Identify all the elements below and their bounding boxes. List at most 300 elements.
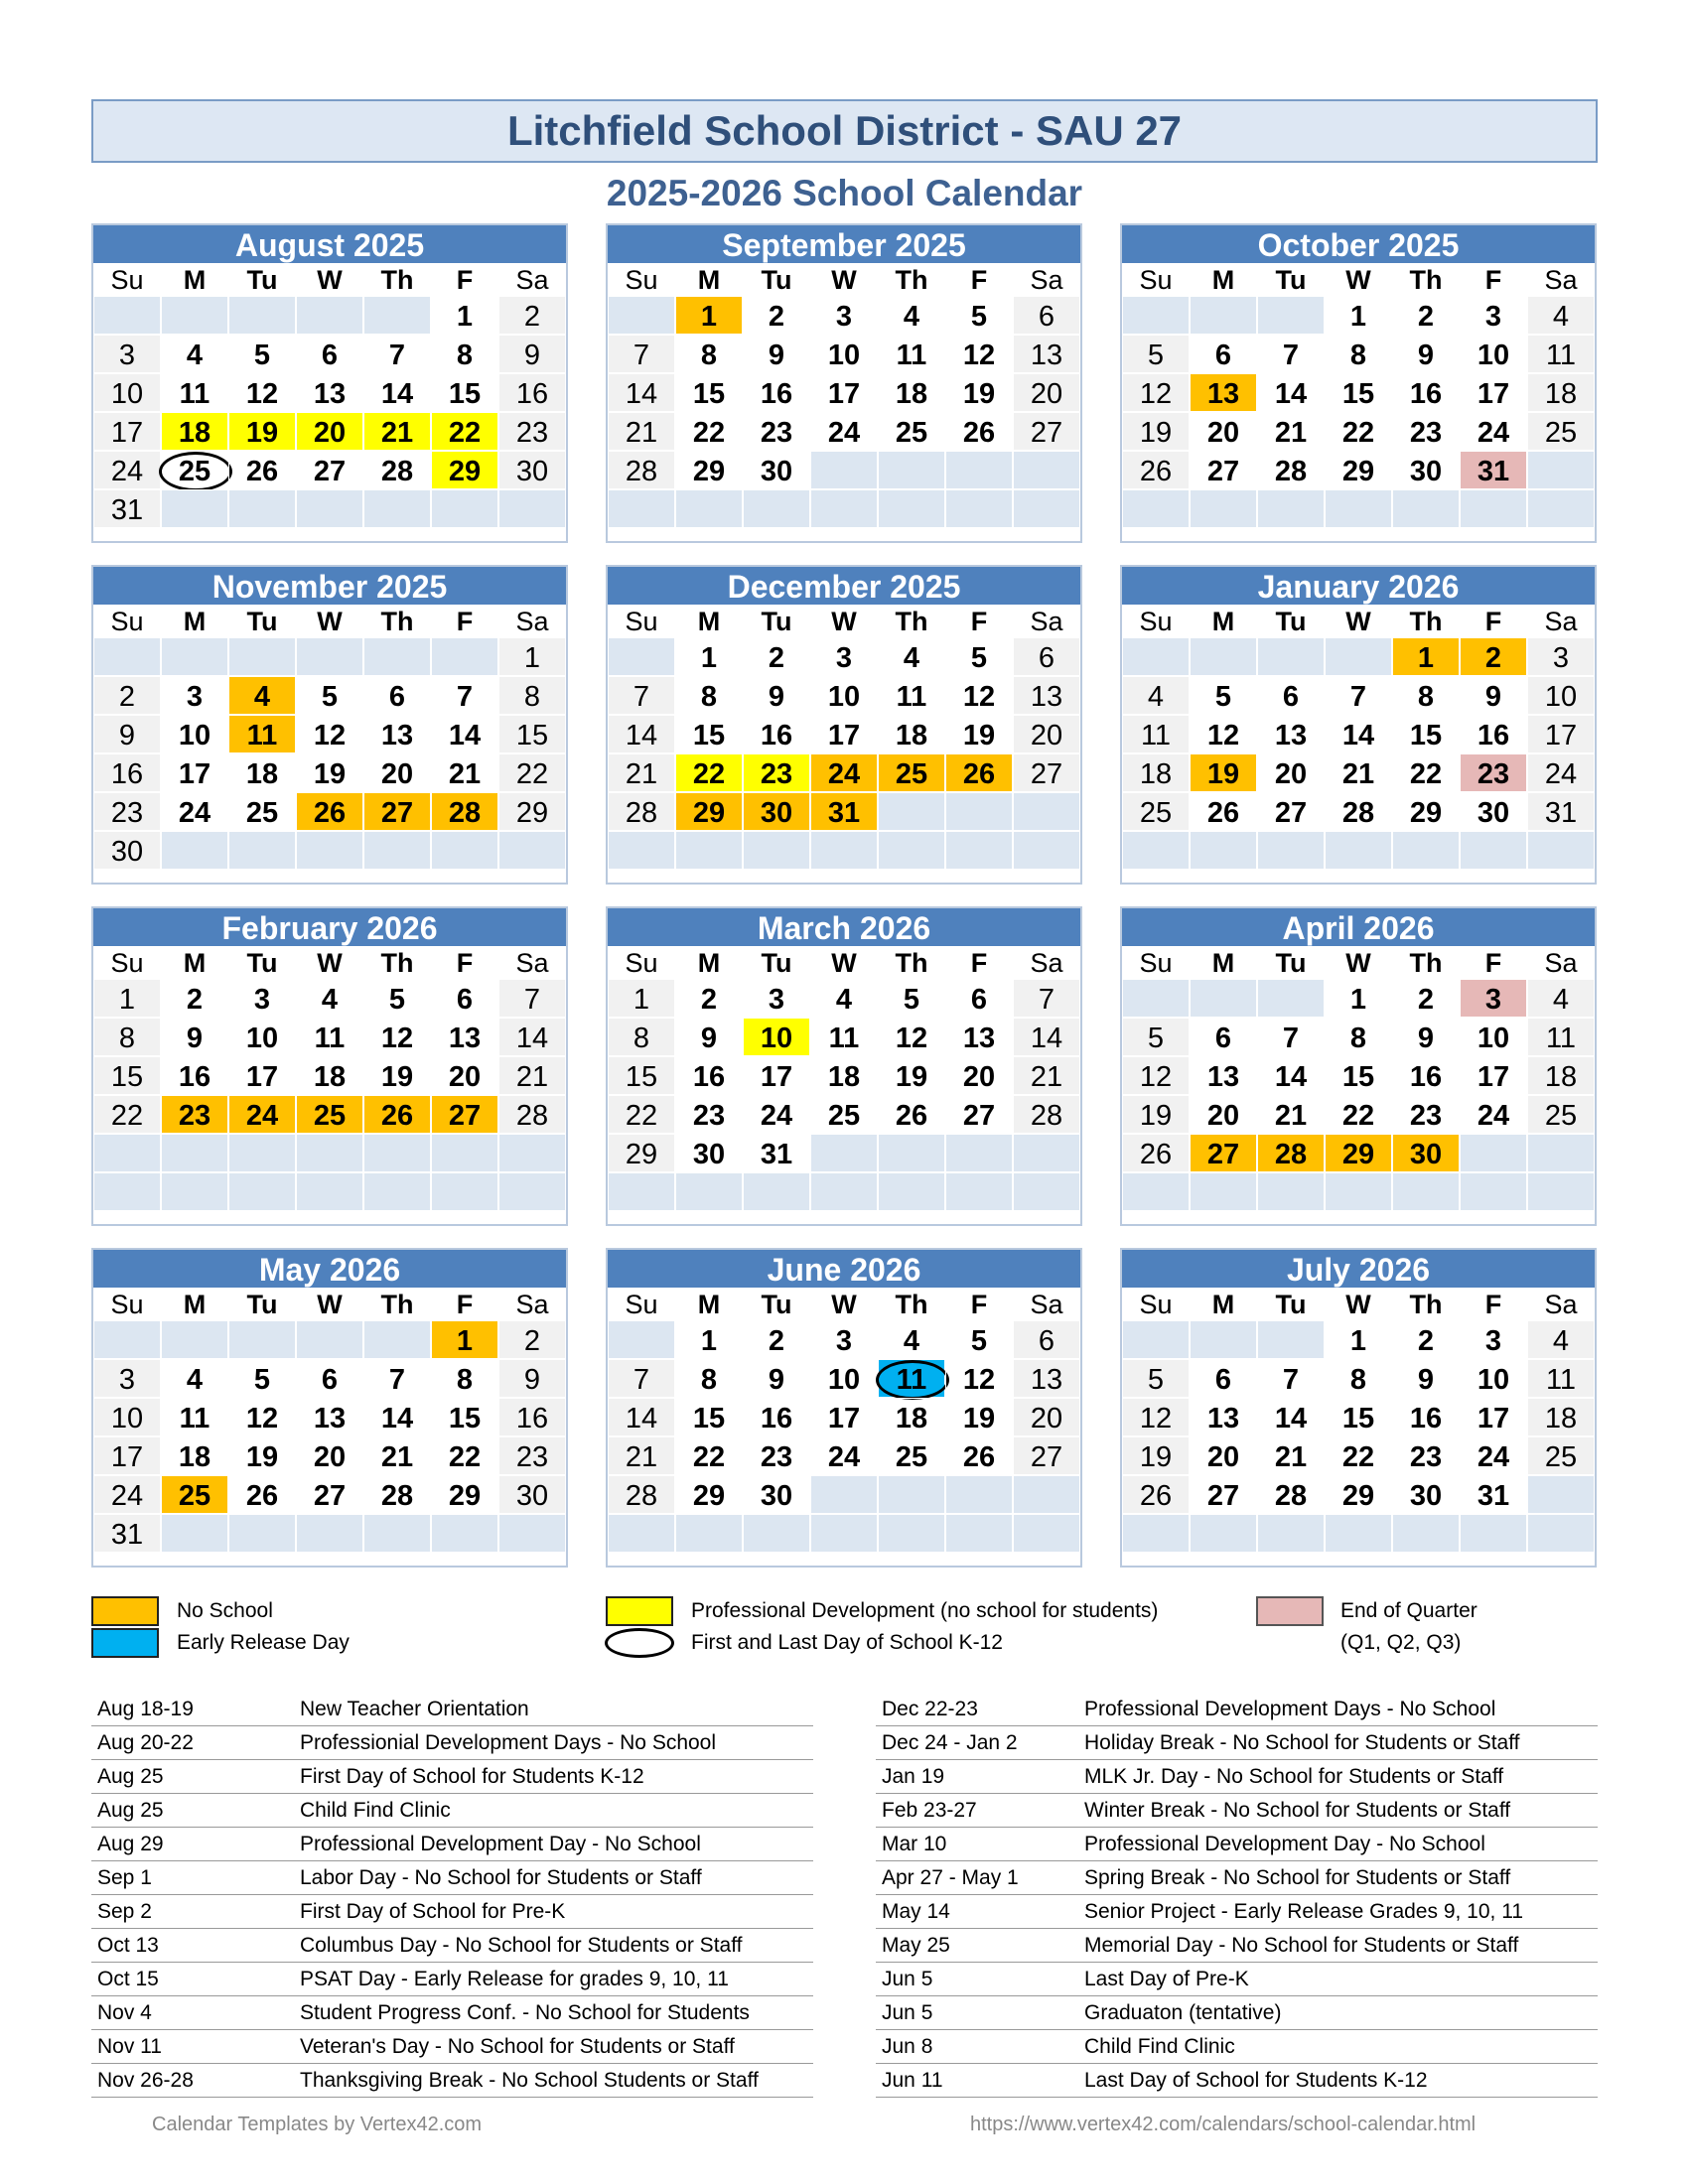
- day-cell: 3: [1460, 1320, 1527, 1359]
- day-header: Th: [363, 263, 431, 296]
- day-cell: 2: [161, 979, 228, 1018]
- day-cell: 18: [161, 1436, 228, 1475]
- day-cell: 23: [161, 1095, 228, 1134]
- day-cell: 2: [498, 296, 566, 335]
- day-cell: 10: [161, 715, 228, 753]
- empty-day-cell: [1460, 489, 1527, 528]
- event-row: [876, 1760, 1598, 1794]
- empty-day-cell: [743, 1172, 810, 1211]
- day-header: Sa: [498, 1288, 566, 1320]
- event-description: Memorial Day - No School for Students or Staff: [1084, 1934, 1519, 1957]
- day-cell: 10: [1460, 335, 1527, 373]
- event-date: Sep 1: [97, 1866, 152, 1889]
- day-cell: 15: [1325, 373, 1392, 412]
- day-cell: 23: [498, 1436, 566, 1475]
- day-cell: 1: [1325, 1320, 1392, 1359]
- month-title: November 2025: [93, 567, 566, 605]
- month-title: May 2026: [93, 1250, 566, 1288]
- day-cell: 21: [1325, 753, 1392, 792]
- day-cell: 18: [878, 373, 945, 412]
- empty-day-cell: [228, 1134, 296, 1172]
- day-cell: 13: [1190, 1056, 1257, 1095]
- empty-day-cell: [228, 831, 296, 870]
- month-title: October 2025: [1122, 225, 1595, 263]
- day-cell: 16: [93, 753, 161, 792]
- day-header: Tu: [1257, 946, 1325, 979]
- day-header: M: [1190, 263, 1257, 296]
- day-cell: 22: [431, 412, 498, 451]
- day-cell: 15: [675, 373, 743, 412]
- month-grid: [1122, 263, 1595, 528]
- day-cell: 30: [1460, 792, 1527, 831]
- month-grid: [608, 605, 1080, 870]
- day-header: Tu: [1257, 1288, 1325, 1320]
- empty-day-cell: [296, 296, 363, 335]
- day-cell: 12: [1122, 1056, 1190, 1095]
- day-cell: 27: [431, 1095, 498, 1134]
- empty-day-cell: [878, 451, 945, 489]
- day-cell: 17: [93, 412, 161, 451]
- day-cell: 9: [93, 715, 161, 753]
- event-row: [876, 1693, 1598, 1726]
- day-cell: 29: [1325, 451, 1392, 489]
- day-cell: 1: [431, 1320, 498, 1359]
- day-cell: 5: [945, 637, 1013, 676]
- empty-day-cell: [161, 831, 228, 870]
- day-cell: 20: [1257, 753, 1325, 792]
- day-cell: 25: [1122, 792, 1190, 831]
- day-cell: 25: [878, 1436, 945, 1475]
- day-cell: 21: [1257, 1095, 1325, 1134]
- month-grid: [93, 263, 566, 528]
- legend-first-last-oval: [605, 1628, 674, 1658]
- day-cell: 17: [810, 373, 878, 412]
- event-date: Oct 13: [97, 1934, 159, 1957]
- day-cell: 21: [608, 753, 675, 792]
- legend-end-quarter-note: (Q1, Q2, Q3): [1340, 1631, 1462, 1654]
- day-cell: 18: [810, 1056, 878, 1095]
- empty-day-cell: [1392, 1514, 1460, 1553]
- day-cell: 20: [363, 753, 431, 792]
- day-cell: 20: [296, 412, 363, 451]
- day-cell: 7: [1325, 676, 1392, 715]
- month-grid: [93, 1288, 566, 1553]
- day-header: F: [945, 946, 1013, 979]
- empty-day-cell: [1013, 1475, 1080, 1514]
- day-header: Tu: [743, 263, 810, 296]
- day-cell: 20: [1013, 373, 1080, 412]
- day-cell: 30: [743, 1475, 810, 1514]
- day-cell: 10: [228, 1018, 296, 1056]
- day-cell: 9: [161, 1018, 228, 1056]
- day-header: Sa: [498, 946, 566, 979]
- day-cell: 5: [878, 979, 945, 1018]
- day-cell: 15: [608, 1056, 675, 1095]
- day-cell: 28: [363, 451, 431, 489]
- day-cell: 14: [1013, 1018, 1080, 1056]
- empty-day-cell: [608, 637, 675, 676]
- day-cell: 1: [431, 296, 498, 335]
- day-cell: 21: [608, 1436, 675, 1475]
- day-cell: 16: [1392, 1398, 1460, 1436]
- day-cell: 23: [1460, 753, 1527, 792]
- empty-day-cell: [1257, 979, 1325, 1018]
- day-cell: 22: [93, 1095, 161, 1134]
- event-description: Student Progress Conf. - No School for Students: [300, 2001, 750, 2024]
- day-cell: 21: [498, 1056, 566, 1095]
- day-header: Tu: [1257, 263, 1325, 296]
- event-date: Oct 15: [97, 1968, 159, 1990]
- day-cell: 31: [93, 1514, 161, 1553]
- empty-day-cell: [1257, 1514, 1325, 1553]
- day-cell: 1: [93, 979, 161, 1018]
- event-description: New Teacher Orientation: [300, 1698, 529, 1720]
- empty-day-cell: [431, 489, 498, 528]
- empty-day-cell: [93, 1134, 161, 1172]
- day-cell: 3: [810, 637, 878, 676]
- day-cell: 17: [228, 1056, 296, 1095]
- day-header: Sa: [1013, 263, 1080, 296]
- day-cell: 3: [161, 676, 228, 715]
- event-row: [91, 1828, 813, 1861]
- day-cell: 23: [93, 792, 161, 831]
- day-cell: 3: [93, 335, 161, 373]
- month-calendar: [91, 223, 568, 543]
- day-cell: 15: [93, 1056, 161, 1095]
- day-cell: 22: [608, 1095, 675, 1134]
- day-cell: 10: [743, 1018, 810, 1056]
- day-cell: 19: [228, 1436, 296, 1475]
- day-cell: 9: [1392, 1359, 1460, 1398]
- day-cell: 9: [743, 676, 810, 715]
- day-cell: 10: [810, 676, 878, 715]
- day-cell: 31: [93, 489, 161, 528]
- day-cell: 24: [228, 1095, 296, 1134]
- day-cell: 22: [1392, 753, 1460, 792]
- day-header: W: [296, 1288, 363, 1320]
- day-cell: 8: [1325, 1359, 1392, 1398]
- day-cell: 8: [431, 1359, 498, 1398]
- day-cell: 2: [1392, 1320, 1460, 1359]
- day-cell: 12: [945, 676, 1013, 715]
- day-header: Th: [1392, 946, 1460, 979]
- day-cell: 31: [743, 1134, 810, 1172]
- day-cell: 13: [296, 1398, 363, 1436]
- day-header: Sa: [1013, 946, 1080, 979]
- day-cell: 27: [363, 792, 431, 831]
- empty-day-cell: [1013, 831, 1080, 870]
- day-cell: 4: [296, 979, 363, 1018]
- day-cell: 24: [810, 1436, 878, 1475]
- day-header: F: [431, 605, 498, 637]
- day-cell: 23: [1392, 1436, 1460, 1475]
- day-header: M: [161, 605, 228, 637]
- day-cell: 11: [296, 1018, 363, 1056]
- day-cell: 26: [945, 412, 1013, 451]
- empty-day-cell: [743, 489, 810, 528]
- empty-day-cell: [363, 831, 431, 870]
- day-cell: 16: [161, 1056, 228, 1095]
- day-cell: 11: [878, 676, 945, 715]
- day-cell: 16: [743, 715, 810, 753]
- day-cell: 28: [1257, 451, 1325, 489]
- event-row: [91, 2030, 813, 2064]
- empty-day-cell: [296, 1514, 363, 1553]
- day-cell: 13: [431, 1018, 498, 1056]
- day-cell: 27: [945, 1095, 1013, 1134]
- day-cell: 2: [1392, 979, 1460, 1018]
- empty-day-cell: [93, 1320, 161, 1359]
- day-header: Sa: [1013, 605, 1080, 637]
- day-cell: 5: [1122, 1018, 1190, 1056]
- empty-day-cell: [1122, 831, 1190, 870]
- empty-day-cell: [363, 1172, 431, 1211]
- month-calendar: [91, 906, 568, 1226]
- empty-day-cell: [93, 1172, 161, 1211]
- legend-no-school-label: No School: [177, 1599, 273, 1622]
- event-description: Spring Break - No School for Students or Staff: [1084, 1866, 1511, 1889]
- legend-prof-dev-label: Professional Development (no school for students): [691, 1599, 1159, 1622]
- day-cell: 19: [228, 412, 296, 451]
- day-cell: 19: [945, 1398, 1013, 1436]
- day-cell: 10: [93, 1398, 161, 1436]
- day-cell: 9: [1460, 676, 1527, 715]
- empty-day-cell: [1013, 451, 1080, 489]
- day-cell: 31: [810, 792, 878, 831]
- day-header: Sa: [498, 263, 566, 296]
- day-header: Su: [93, 605, 161, 637]
- empty-day-cell: [945, 1475, 1013, 1514]
- day-cell: 6: [1257, 676, 1325, 715]
- day-cell: 20: [431, 1056, 498, 1095]
- event-row: [876, 1794, 1598, 1828]
- day-cell: 22: [675, 1436, 743, 1475]
- events-list-left: [91, 1693, 813, 2098]
- empty-day-cell: [431, 637, 498, 676]
- day-cell: 20: [1190, 1095, 1257, 1134]
- day-cell: 2: [675, 979, 743, 1018]
- day-cell: 25: [1527, 1095, 1595, 1134]
- empty-day-cell: [1190, 1320, 1257, 1359]
- empty-day-cell: [431, 831, 498, 870]
- empty-day-cell: [228, 489, 296, 528]
- empty-day-cell: [161, 489, 228, 528]
- day-header: Sa: [1013, 1288, 1080, 1320]
- day-cell: 5: [228, 1359, 296, 1398]
- day-cell: 26: [1122, 1475, 1190, 1514]
- day-cell: 3: [743, 979, 810, 1018]
- empty-day-cell: [1325, 1172, 1392, 1211]
- day-cell: 30: [1392, 1134, 1460, 1172]
- day-cell: 9: [498, 1359, 566, 1398]
- day-cell: 6: [1013, 637, 1080, 676]
- empty-day-cell: [161, 296, 228, 335]
- empty-day-cell: [1257, 1172, 1325, 1211]
- day-cell: 6: [1190, 335, 1257, 373]
- day-cell: 7: [498, 979, 566, 1018]
- month-calendar: [606, 906, 1082, 1226]
- event-row: [91, 1794, 813, 1828]
- event-description: Professional Development Days - No School: [1084, 1698, 1496, 1720]
- event-date: Sep 2: [97, 1900, 152, 1923]
- day-cell: 14: [363, 1398, 431, 1436]
- empty-day-cell: [228, 637, 296, 676]
- day-header: Tu: [228, 1288, 296, 1320]
- event-description: Child Find Clinic: [1084, 2035, 1235, 2058]
- day-cell: 20: [296, 1436, 363, 1475]
- first-last-day-circle: [876, 1360, 949, 1400]
- empty-day-cell: [296, 637, 363, 676]
- day-header: M: [161, 946, 228, 979]
- event-date: Apr 27 - May 1: [882, 1866, 1019, 1889]
- day-cell: 30: [93, 831, 161, 870]
- day-cell: 26: [878, 1095, 945, 1134]
- month-title: January 2026: [1122, 567, 1595, 605]
- event-date: Aug 18-19: [97, 1698, 194, 1720]
- day-cell: 2: [1460, 637, 1527, 676]
- empty-day-cell: [498, 489, 566, 528]
- empty-day-cell: [945, 1172, 1013, 1211]
- day-header: M: [675, 263, 743, 296]
- day-cell: 16: [498, 1398, 566, 1436]
- day-cell: 25: [161, 451, 228, 489]
- day-cell: 30: [675, 1134, 743, 1172]
- day-cell: 16: [675, 1056, 743, 1095]
- day-cell: 25: [878, 753, 945, 792]
- day-cell: 20: [1013, 1398, 1080, 1436]
- day-header: W: [1325, 946, 1392, 979]
- day-cell: 10: [810, 1359, 878, 1398]
- empty-day-cell: [1190, 979, 1257, 1018]
- day-header: Th: [363, 605, 431, 637]
- event-row: [876, 1828, 1598, 1861]
- day-cell: 19: [1190, 753, 1257, 792]
- day-cell: 13: [1013, 1359, 1080, 1398]
- day-cell: 13: [1257, 715, 1325, 753]
- empty-day-cell: [498, 1172, 566, 1211]
- month-title: February 2026: [93, 908, 566, 946]
- empty-day-cell: [1122, 296, 1190, 335]
- day-cell: 20: [1013, 715, 1080, 753]
- day-cell: 23: [1392, 1095, 1460, 1134]
- event-description: Holiday Break - No School for Students or Staff: [1084, 1731, 1520, 1754]
- day-header: Su: [608, 263, 675, 296]
- day-header: Tu: [228, 263, 296, 296]
- event-date: Feb 23-27: [882, 1799, 977, 1822]
- day-cell: 11: [161, 373, 228, 412]
- month-calendar: [606, 565, 1082, 885]
- day-cell: 14: [1257, 1056, 1325, 1095]
- event-description: Professional Development Day - No School: [300, 1833, 701, 1855]
- day-cell: 6: [1190, 1018, 1257, 1056]
- empty-day-cell: [1122, 637, 1190, 676]
- day-cell: 6: [296, 1359, 363, 1398]
- day-header: Su: [1122, 1288, 1190, 1320]
- day-cell: 5: [945, 296, 1013, 335]
- day-cell: 18: [878, 1398, 945, 1436]
- event-row: [876, 1861, 1598, 1895]
- day-header: W: [1325, 605, 1392, 637]
- empty-day-cell: [1013, 1514, 1080, 1553]
- day-cell: 1: [498, 637, 566, 676]
- day-header: Sa: [1527, 263, 1595, 296]
- event-description: Last Day of School for Students K-12: [1084, 2069, 1428, 2092]
- day-cell: 8: [675, 676, 743, 715]
- event-row: [876, 1929, 1598, 1963]
- event-row: [91, 1726, 813, 1760]
- empty-day-cell: [228, 1172, 296, 1211]
- day-cell: 5: [228, 335, 296, 373]
- day-header: F: [1460, 1288, 1527, 1320]
- empty-day-cell: [1190, 296, 1257, 335]
- empty-day-cell: [945, 831, 1013, 870]
- day-cell: 23: [743, 1436, 810, 1475]
- empty-day-cell: [296, 489, 363, 528]
- event-date: Jan 19: [882, 1765, 945, 1788]
- day-cell: 21: [431, 753, 498, 792]
- empty-day-cell: [1460, 831, 1527, 870]
- day-cell: 29: [675, 1475, 743, 1514]
- empty-day-cell: [743, 1514, 810, 1553]
- day-cell: 16: [1392, 373, 1460, 412]
- day-cell: 30: [743, 792, 810, 831]
- day-cell: 4: [810, 979, 878, 1018]
- day-cell: 8: [608, 1018, 675, 1056]
- day-cell: 1: [675, 637, 743, 676]
- day-cell: 13: [296, 373, 363, 412]
- day-cell: 5: [1122, 1359, 1190, 1398]
- day-cell: 22: [675, 753, 743, 792]
- day-cell: 22: [1325, 1095, 1392, 1134]
- day-header: F: [1460, 946, 1527, 979]
- day-header: Su: [608, 1288, 675, 1320]
- day-cell: 9: [675, 1018, 743, 1056]
- month-grid: [608, 263, 1080, 528]
- day-cell: 1: [675, 1320, 743, 1359]
- day-cell: 18: [1527, 1398, 1595, 1436]
- empty-day-cell: [878, 489, 945, 528]
- day-cell: 7: [1257, 335, 1325, 373]
- day-cell: 13: [363, 715, 431, 753]
- empty-day-cell: [1527, 451, 1595, 489]
- month-grid: [608, 1288, 1080, 1553]
- day-cell: 8: [1392, 676, 1460, 715]
- events-list-right: [876, 1693, 1598, 2098]
- day-cell: 15: [431, 1398, 498, 1436]
- empty-day-cell: [608, 296, 675, 335]
- day-cell: 29: [608, 1134, 675, 1172]
- event-description: First Day of School for Students K-12: [300, 1765, 644, 1788]
- day-cell: 27: [296, 1475, 363, 1514]
- calendar-subtitle: 2025-2026 School Calendar: [606, 173, 1083, 213]
- day-cell: 24: [93, 1475, 161, 1514]
- day-cell: 29: [675, 451, 743, 489]
- event-description: Columbus Day - No School for Students or Staff: [300, 1934, 743, 1957]
- day-cell: 7: [431, 676, 498, 715]
- empty-day-cell: [945, 1134, 1013, 1172]
- event-row: [91, 1760, 813, 1794]
- day-header: M: [1190, 1288, 1257, 1320]
- day-cell: 29: [1325, 1475, 1392, 1514]
- day-cell: 14: [498, 1018, 566, 1056]
- day-cell: 28: [498, 1095, 566, 1134]
- day-cell: 15: [675, 715, 743, 753]
- day-cell: 18: [161, 412, 228, 451]
- empty-day-cell: [1190, 1172, 1257, 1211]
- day-cell: 16: [743, 1398, 810, 1436]
- day-cell: 15: [1325, 1398, 1392, 1436]
- day-cell: 19: [945, 715, 1013, 753]
